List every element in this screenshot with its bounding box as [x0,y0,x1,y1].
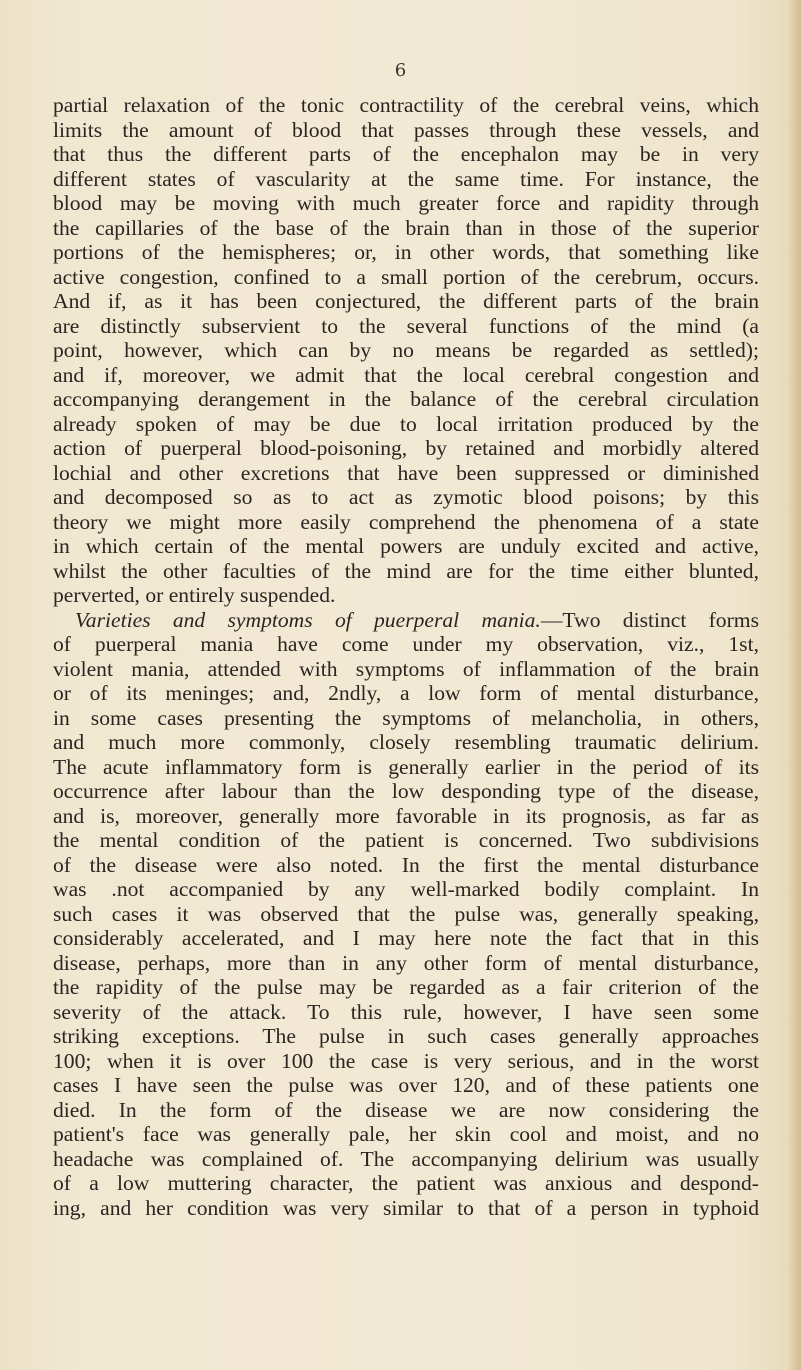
text-line: perverted, or entirely suspended. [53,583,336,607]
section-heading: Varieties and symptoms of puerperal mania. [75,607,541,632]
text-line: whilst the other faculties of the mind are for the time either blunted, [53,558,759,583]
text-line: the capillaries of the base of the brain than in those of the superior [53,215,759,240]
text-line: was .not accompanied by any well-marked bodily complaint. In [53,877,759,901]
text-line: And if, as it has been conjectured, the different parts of the brain [53,289,759,313]
text-line: died. In the form of the disease we are now considering the [53,1097,759,1122]
text-line: such cases it was observed that the pulse was, generally speaking, [53,901,759,926]
text-line: already spoken of may be due to local irritation produced by the [53,411,759,436]
page-number: 6 [394,60,407,81]
text-line: partial relaxation of the tonic contractility of the cerebral veins, which [53,93,759,117]
text-line: point, however, which can by no means be regarded as settled); [53,338,759,362]
text-line: of the disease were also noted. In the first the mental disturbance [53,852,759,877]
text-line: in some cases presenting the symptoms of melancholia, in others, [53,705,759,730]
text-line: action of puerperal blood-poisoning, by retained and morbidly altered [53,436,759,460]
text-line: patient's face was generally pale, her skin cool and moist, and no [53,1122,759,1146]
text-line: violent mania, attended with symptoms of inflammation of the brain [53,656,759,681]
text-line: theory we might more easily comprehend the phenomena of a state [53,509,759,534]
text-line: occurrence after labour than the low desponding type of the disease, [53,779,759,803]
text-line: considerably accelerated, and I may here note the fact that in this [53,926,759,950]
text-line: limits the amount of blood that passes through these vessels, and [53,117,759,142]
text-line: striking exceptions. The pulse in such cases generally approaches [53,1024,759,1048]
text-line: The acute inflammatory form is generally earlier in the period of its [53,754,759,779]
text-line: blood may be moving with much greater force and rapidity through [53,191,759,215]
text-line: and decomposed so as to act as zymotic blood poisons; by this [53,485,759,509]
text-line: lochial and other excretions that have been suppressed or diminished [53,460,759,485]
text-line: of puerperal mania have come under my observation, viz., 1st, [53,632,759,656]
text-line: cases I have seen the pulse was over 120, and of these patients one [53,1073,759,1097]
text-line: or of its meninges; and, 2ndly, a low form of mental disturbance, [53,681,759,705]
text-line: and much more commonly, closely resembling traumatic delirium. [53,730,759,754]
text-line: severity of the attack. To this rule, however, I have seen some [53,999,759,1024]
section-first-line-text: —Two distinct forms [540,607,759,632]
text-line: disease, perhaps, more than in any other form of mental disturbance, [53,950,759,975]
text-line: and if, moreover, we admit that the local cerebral congestion and [53,362,759,387]
text-line: of a low muttering character, the patient was anxious and despond- [53,1171,759,1195]
text-line: accompanying derangement in the balance of the cerebral circulation [53,387,759,411]
text-line: 100; when it is over 100 the case is very serious, and in the worst [53,1048,759,1073]
text-line: and is, moreover, generally more favorable in its prognosis, as far as [53,803,759,828]
text-line: are distinctly subservient to the several functions of the mind (a [53,313,759,338]
text-line: active congestion, confined to a small portion of the cerebrum, occurs. [53,264,759,289]
text-line: the rapidity of the pulse may be regarded as a fair criterion of the [53,975,759,999]
section-first-line [53,608,759,633]
text-line: the mental condition of the patient is concerned. Two subdivisions [53,828,759,852]
body-text [53,93,759,1220]
text-line: headache was complained of. The accompanying delirium was usually [53,1146,759,1171]
text-line: portions of the hemispheres; or, in other words, that something like [53,240,759,264]
text-line: in which certain of the mental powers are unduly excited and active, [53,534,759,558]
page-edge-shadow [787,0,801,1370]
text-line: different states of vascularity at the same time. For instance, the [53,166,759,191]
text-line: ing, and her condition was very similar to that of a person in typhoid [53,1195,759,1220]
text-line: that thus the different parts of the encephalon may be in very [53,142,759,166]
